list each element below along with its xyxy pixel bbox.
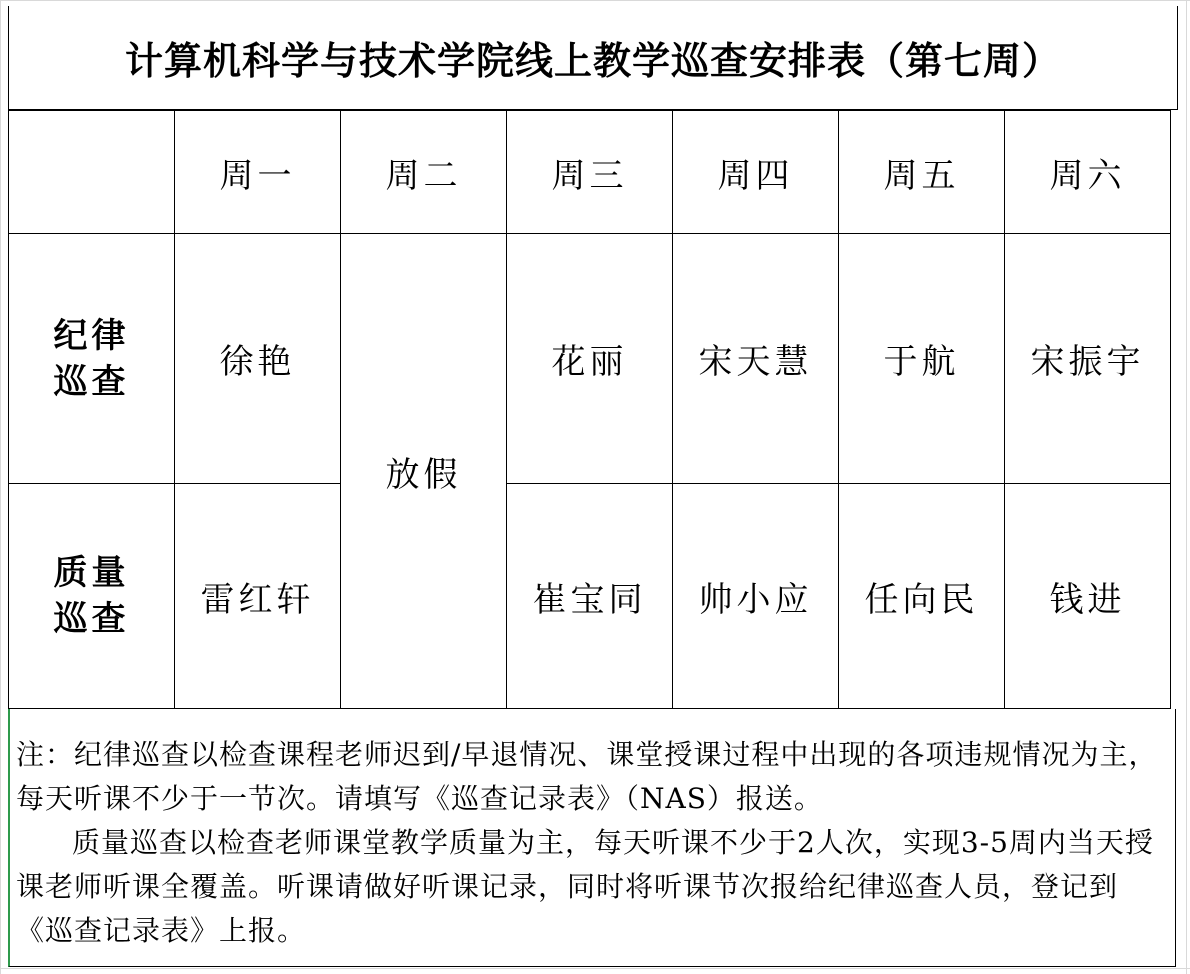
notes-cell[interactable] (8, 709, 1176, 967)
cell-quality-thu[interactable]: 帅小应 (673, 484, 839, 709)
cell-quality-mon[interactable]: 雷红轩 (175, 484, 341, 709)
cell-quality-sat[interactable]: 钱进 (1005, 484, 1171, 709)
row-label-line2: 巡查 (53, 361, 130, 402)
quality-row (9, 484, 1171, 709)
header-row (9, 111, 1171, 234)
row-label-quality[interactable] (9, 484, 175, 709)
sheet-title[interactable]: 计算机科学与技术学院线上教学巡查安排表（第七周） (8, 6, 1178, 110)
header-cell-mon[interactable]: 周一 (175, 111, 341, 234)
header-cell-sat[interactable]: 周六 (1005, 111, 1171, 234)
header-cell-wed[interactable]: 周三 (507, 111, 673, 234)
header-cell-thu[interactable]: 周四 (673, 111, 839, 234)
corner-cell[interactable] (9, 111, 175, 234)
cell-discipline-thu[interactable]: 宋天慧 (673, 234, 839, 484)
cell-quality-fri[interactable]: 任向民 (839, 484, 1005, 709)
cell-tue-holiday[interactable]: 放假 (341, 234, 507, 709)
header-cell-tue[interactable]: 周二 (341, 111, 507, 234)
cell-discipline-mon[interactable]: 徐艳 (175, 234, 341, 484)
header-cell-fri[interactable]: 周五 (839, 111, 1005, 234)
cell-discipline-fri[interactable]: 于航 (839, 234, 1005, 484)
cell-discipline-sat[interactable]: 宋振宇 (1005, 234, 1171, 484)
notes-paragraph-2: 质量巡查以检查老师课堂教学质量为主，每天听课不少于2人次，实现3-5周内当天授课老师听课全覆盖。听课请做好听课记录，同时将听课节次报给纪律巡查人员，登记到《巡查记录表》上报。 (16, 826, 1154, 947)
discipline-row (9, 234, 1171, 484)
row-label-line1: 质量 (53, 553, 130, 593)
cell-discipline-wed[interactable]: 花丽 (507, 234, 673, 484)
notes-paragraph-1: 注：纪律巡查以检查课程老师迟到/早退情况、课堂授课过程中出现的各项违规情况为主，每天听课不少于一节次。请填写《巡查记录表》（NAS）报送。 (16, 738, 1158, 815)
schedule-table (8, 110, 1171, 709)
row-label-discipline[interactable] (9, 234, 175, 484)
row-label-line2: 巡查 (53, 599, 130, 639)
row-label-line1: 纪律 (53, 315, 130, 356)
cell-quality-wed[interactable]: 崔宝同 (507, 484, 673, 709)
